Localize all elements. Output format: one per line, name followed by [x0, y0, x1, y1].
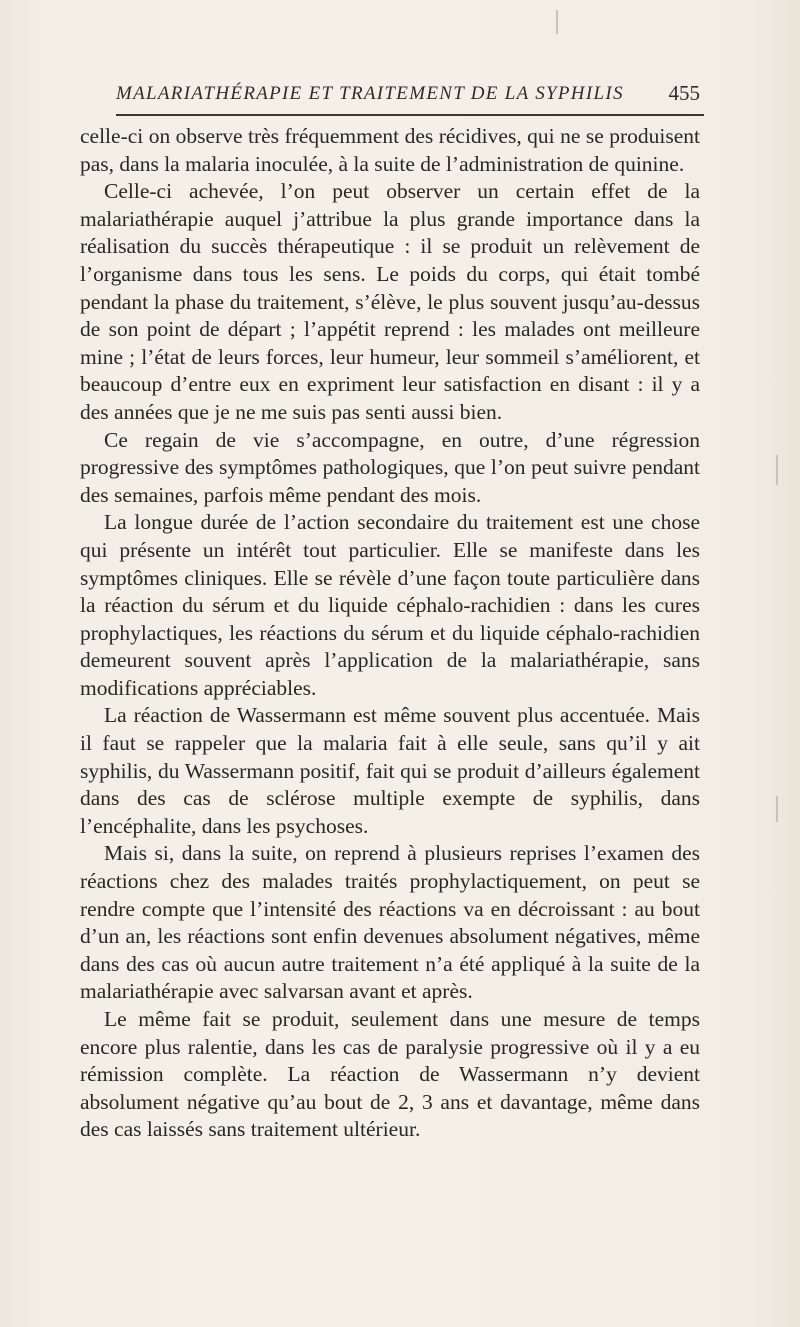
paragraph-1: celle-ci on observe très fréquemment des récidives, qui ne se produisent pas, dans la malaria inoculée, à la suite de l’administration de quinine.: [80, 124, 700, 176]
paragraph-3: Ce regain de vie s’accompagne, en outre, d’une régression progressive des symptômes pathologiques, que l’on peut suivre pendant des semaines, parfois même pendant des mois.: [80, 427, 700, 507]
page-number: 455: [668, 81, 700, 105]
paragraph-5: La réaction de Wassermann est même souvent plus accentuée. Mais il faut se rappeler que la malaria fait à elle seule, sans qu’il y ait syphilis, du Wassermann positif, fait qui se produit d’ailleurs également dans des cas de sclérose multiple exempte de syphilis, dans l’encéphalite, dans les psychoses.: [80, 703, 700, 838]
header-rule: [116, 114, 704, 116]
page-header: [116, 76, 702, 106]
paragraph-7: Le même fait se produit, seulement dans une mesure de temps encore plus ralentie, dans les cas de paralysie progressive où il y a eu rémission complète. La réaction de Wassermann n’y devient absolument négative qu’au bout de 2, 3 ans et davantage, même dans des cas laissés sans traitement ultérieur.: [80, 1007, 700, 1142]
paragraph-6: Mais si, dans la suite, on reprend à plusieurs reprises l’examen des réactions chez des malades traités prophylactiquement, on peut se rendre compte que l’intensité des réactions va en décroissant : au bout d’un an, les réactions sont enfin devenues absolument négatives, même dans des cas où aucun autre traitement n’a été appliqué à la suite de la malariathérapie avec salvarsan avant et après.: [80, 841, 700, 1004]
margin-mark: [556, 10, 558, 34]
margin-mark: [776, 796, 778, 822]
paragraph-2: Celle-ci achevée, l’on peut observer un certain effet de la malariathérapie auquel j’attribue la plus grande importance dans la réalisation du succès thérapeutique : il se produit un relèvement de l’organisme dans tous les sens. Le poids du corps, qui était tombé pendant la phase du traitement, s’élève, le plus souvent jusqu’au-dessus de son point de départ ; l’appétit reprend : les malades ont meilleure mine ; l’état de leurs forces, leur humeur, leur sommeil s’améliorent, et beaucoup d’entre eux en expriment leur satisfaction en disant : il y a des années que je ne me suis pas senti aussi bien.: [80, 179, 700, 424]
margin-mark: [776, 455, 778, 485]
body-text: [80, 123, 700, 1144]
paragraph-4: La longue durée de l’action secondaire du traitement est une chose qui présente un intérêt tout particulier. Elle se manifeste dans les symptômes cliniques. Elle se révèle d’une façon toute particulière dans la réaction du sérum et du liquide céphalo-rachidien : dans les cures prophylactiques, les réactions du sérum et du liquide céphalo-rachidien demeurent souvent après l’application de la malariathérapie, sans modifications appréciables.: [80, 510, 700, 700]
running-head: MALARIATHÉRAPIE ET TRAITEMENT DE LA SYPHILIS: [116, 83, 624, 104]
